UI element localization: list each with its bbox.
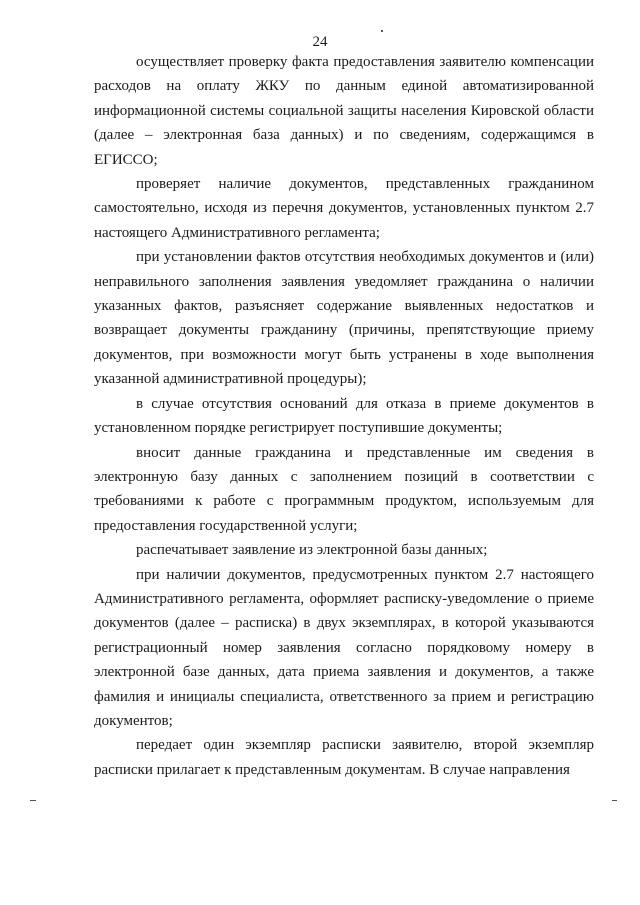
scan-speck (30, 800, 36, 801)
paragraph-2: проверяет наличие документов, представленных гражданином самостоятельно, исходя из перечня документов, установленных пунктом 2.7 настоящего Административного регламента; (94, 176, 594, 241)
paragraph-3: при установлении фактов отсутствия необходимых документов и (или) неправильного заполнения заявления уведомляет гражданина о наличии указанных фактов, разъясняет содержание выявленных недостатков и возвращает документы гражданину (причины, препятствующие приему документов, при возможности могут быть устранены в ходе выполнения указанной административной процедуры); (94, 249, 594, 388)
scan-speck (381, 30, 383, 32)
paragraph-5: вносит данные гражданина и представленные им сведения в электронную базу данных с заполнением позиций в соответствии с требованиями к работе с программным продуктом, используемым для предоставления государственной услуги; (94, 444, 594, 534)
paragraph-1: осуществляет проверку факта предоставления заявителю компенсации расходов на оплату ЖКУ по данным единой автоматизированной информационной системы социальной защиты населения Кировской области (далее – электронная база данных) и по сведениям, содержащимся в ЕГИССО; (94, 54, 594, 168)
paragraph-4: в случае отсутствия оснований для отказа в приеме документов в установленном порядке регистрирует поступившие документы; (94, 395, 594, 437)
page-number: 24 (312, 34, 328, 50)
scan-speck (612, 800, 617, 801)
paragraph-7: при наличии документов, предусмотренных пунктом 2.7 настоящего Административного регламента, оформляет расписку-уведомление о приеме документов (далее – расписка) в двух экземплярах, в которой указываются регистрационный номер заявления согласно порядковому номеру в электронной базе данных, дата приема заявления и документов, а также фамилия и инициалы специалиста, ответственного за прием и регистрацию документов; (94, 566, 594, 729)
body-text (94, 50, 594, 782)
paragraph-8: передает один экземпляр расписки заявителю, второй экземпляр расписки прилагает к представленным документам. В случае направления (94, 737, 594, 778)
paragraph-6: распечатывает заявление из электронной базы данных; (136, 542, 488, 559)
